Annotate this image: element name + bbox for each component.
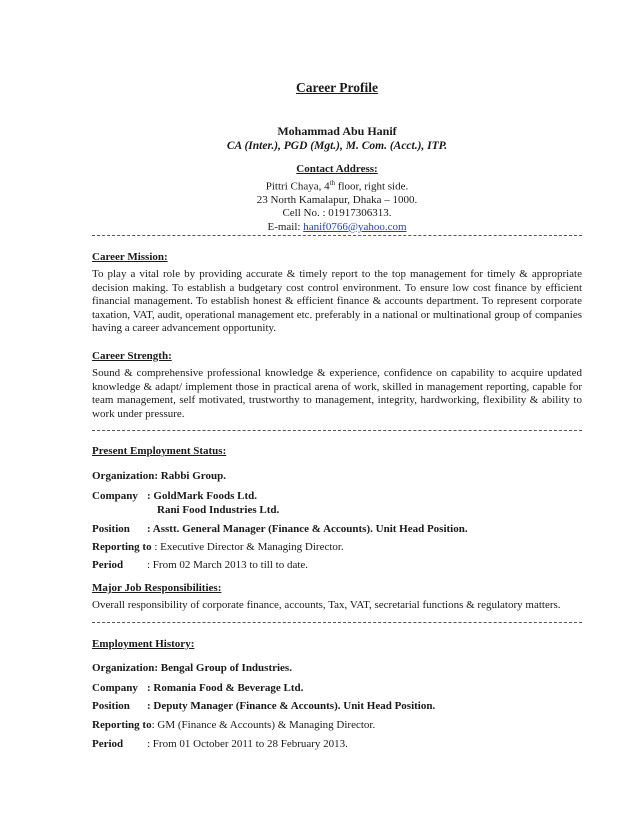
present-organization-row (92, 470, 582, 484)
qualifications: CA (Inter.), PGD (Mgt.), M. Com. (Acct.), ITP. (226, 140, 448, 152)
career-strength-text: Sound & comprehensive professional knowledge & experience, confidence on capability to acquire updated knowledge & adapt/ implement those in practical arena of work, skilled in management reporting, capable for team management, self motivated, trustworthy to management, integrity, hardworking, flexibility & ability to work under pressure. (92, 367, 582, 420)
reporting-value: : Executive Director & Managing Director. (151, 541, 344, 553)
candidate-name: Mohammad Abu Hanif (277, 124, 397, 138)
history-period-row (92, 738, 582, 752)
contact-block (92, 163, 582, 234)
address-line-1 (92, 177, 582, 194)
period-label: Period (92, 738, 124, 750)
responsibilities-text: Overall responsibility of corporate finance, accounts, Tax, VAT, secretarial functions & regulatory matters. (92, 599, 561, 611)
address-line-1-sup: th (329, 178, 336, 187)
organization-value: : Bengal Group of Industries. (154, 662, 292, 674)
email-line (92, 221, 582, 235)
reporting-value: : GM (Finance & Accounts) & Managing Director. (151, 719, 376, 731)
career-mission-heading: Career Mission: (92, 251, 168, 263)
responsibilities-heading: Major Job Responsibilities: (92, 582, 222, 594)
divider (92, 622, 582, 623)
page-title: Career Profile (295, 80, 379, 95)
present-period-row (92, 559, 582, 573)
period-label: Period (92, 559, 124, 571)
company-label: Company (92, 490, 138, 502)
organization-label: Organization (92, 662, 155, 674)
divider (92, 430, 582, 431)
position-value: : Deputy Manager (Finance & Accounts). Unit Head Position. (147, 700, 436, 712)
company-value: : Romania Food & Beverage Ltd. (147, 682, 304, 694)
period-value: : From 02 March 2013 to till to date. (147, 559, 309, 571)
company-value-2: Rani Food Industries Ltd. (157, 504, 280, 516)
address-line-2: 23 North Kamalapur, Dhaka – 1000. (256, 193, 418, 206)
address-line-1-pre: Pittri Chaya, 4 (265, 180, 330, 193)
career-mission-text: To play a vital role by providing accurate & timely report to the top management for timely & appropriate decision making. To establish a budgetary cost control environment. To ensure low cost finance by efficient financial management. To establish honest & efficient finance & accounts department. To represent corporate taxation, VAT, audit, operational management etc. preferably in a national or multinational group of companies having a career advancement opportunity. (92, 268, 582, 335)
email-link[interactable]: hanif0766@yahoo.com (303, 220, 407, 233)
present-employment-heading: Present Employment Status: (92, 445, 227, 457)
company-value: : GoldMark Foods Ltd. (147, 490, 258, 502)
present-reporting-row (92, 541, 582, 555)
employment-history-heading: Employment History: (92, 638, 195, 650)
reporting-label: Reporting to (92, 541, 152, 553)
period-value: : From 01 October 2011 to 28 February 2013. (147, 738, 348, 750)
present-company-row-2 (92, 504, 582, 518)
career-strength-heading: Career Strength: (92, 350, 172, 362)
position-label: Position (92, 523, 130, 535)
present-company-row (92, 490, 582, 504)
address-line-1-post: floor, right side. (335, 180, 409, 193)
reporting-label: Reporting to (92, 719, 152, 731)
divider (92, 235, 582, 236)
history-reporting-row (92, 719, 582, 733)
history-position-row (92, 700, 582, 714)
company-label: Company (92, 682, 138, 694)
organization-label: Organization (92, 470, 155, 482)
cell-number: Cell No. : 01917306313. (282, 207, 392, 220)
position-label: Position (92, 700, 130, 712)
organization-value: : Rabbi Group. (154, 470, 226, 482)
email-label: E-mail: (267, 220, 304, 233)
contact-heading: Contact Address: (296, 163, 378, 175)
history-organization-row (92, 662, 582, 676)
history-company-row (92, 682, 582, 696)
present-position-row (92, 523, 582, 537)
position-value: : Asstt. General Manager (Finance & Accounts). Unit Head Position. (147, 523, 468, 535)
